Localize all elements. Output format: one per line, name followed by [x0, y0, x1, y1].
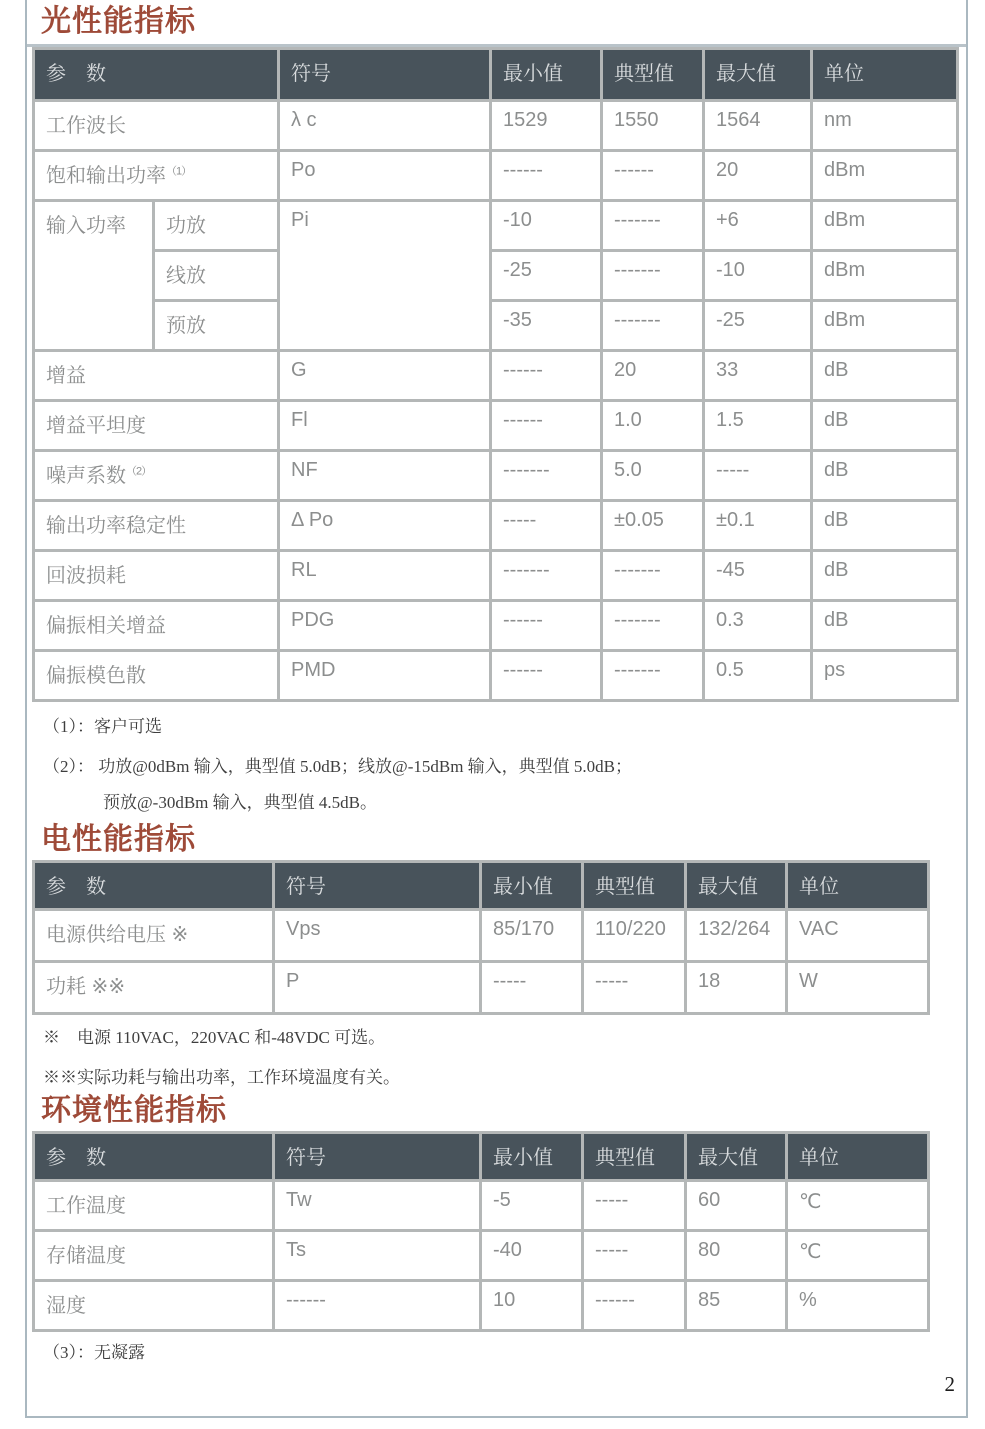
- unit-cell: dB: [812, 401, 958, 451]
- max-cell: 0.3: [704, 601, 812, 651]
- min-cell: -35: [491, 301, 602, 351]
- symbol-cell: PDG: [279, 601, 491, 651]
- electrical-footnote-2: ※※实际功耗与输出功率，工作环境温度有关。: [43, 1068, 400, 1087]
- min-cell: 1529: [491, 101, 602, 151]
- typ-cell: 1550: [602, 101, 704, 151]
- spec-row-return-loss: [34, 551, 958, 601]
- max-cell: -----: [704, 451, 812, 501]
- column-header-typ: 典型值: [583, 1133, 686, 1181]
- param-cell: 偏振模色散: [34, 651, 279, 701]
- max-cell: ±0.1: [704, 501, 812, 551]
- max-cell: -25: [704, 301, 812, 351]
- typ-cell: -----: [583, 1181, 686, 1231]
- column-header-param: 参 数: [34, 49, 279, 101]
- symbol-cell: PMD: [279, 651, 491, 701]
- environmental-spec-table: [32, 1131, 930, 1332]
- symbol-cell: Δ Po: [279, 501, 491, 551]
- column-header-symbol: 符号: [274, 1133, 481, 1181]
- unit-cell: dBm: [812, 251, 958, 301]
- spec-row-gain: [34, 351, 958, 401]
- param-label: 噪声系数: [46, 465, 126, 487]
- unit-cell: VAC: [787, 910, 929, 962]
- spec-row-output-stability: [34, 501, 958, 551]
- unit-cell: %: [787, 1281, 929, 1331]
- unit-cell: ps: [812, 651, 958, 701]
- column-header-unit: 单位: [812, 49, 958, 101]
- max-cell: +6: [704, 201, 812, 251]
- environmental-section-title: 环境性能指标: [41, 1094, 227, 1127]
- column-header-min: 最小值: [481, 862, 583, 910]
- spec-row-noise-figure: [34, 451, 958, 501]
- max-cell: 60: [686, 1181, 787, 1231]
- max-cell: 1.5: [704, 401, 812, 451]
- unit-cell: ℃: [787, 1231, 929, 1281]
- typ-cell: -----: [583, 962, 686, 1014]
- column-header-param: 参 数: [34, 862, 274, 910]
- column-header-max: 最大值: [704, 49, 812, 101]
- min-cell: ------: [491, 401, 602, 451]
- column-header-typ: 典型值: [583, 862, 686, 910]
- max-cell: 0.5: [704, 651, 812, 701]
- typ-cell: 1.0: [602, 401, 704, 451]
- symbol-cell: ------: [274, 1281, 481, 1331]
- typ-cell: 5.0: [602, 451, 704, 501]
- spec-row-power-consumption: [34, 962, 929, 1014]
- unit-cell: W: [787, 962, 929, 1014]
- symbol-cell: NF: [279, 451, 491, 501]
- page-frame: [25, 0, 968, 1418]
- optical-spec-table: [32, 47, 959, 702]
- typ-cell: -------: [602, 251, 704, 301]
- min-cell: -----: [481, 962, 583, 1014]
- electrical-section-title: 电性能指标: [41, 823, 196, 856]
- typ-cell: -----: [583, 1231, 686, 1281]
- column-header-unit: 单位: [787, 1133, 929, 1181]
- column-header-symbol: 符号: [279, 49, 491, 101]
- typ-cell: -------: [602, 301, 704, 351]
- min-cell: 85/170: [481, 910, 583, 962]
- subparam-cell: 预放: [154, 301, 279, 351]
- symbol-cell: Po: [279, 151, 491, 201]
- spec-row-storage-temp: [34, 1231, 929, 1281]
- unit-cell: dBm: [812, 201, 958, 251]
- symbol-cell: Vps: [274, 910, 481, 962]
- unit-cell: dB: [812, 451, 958, 501]
- param-cell: 存储温度: [34, 1231, 274, 1281]
- param-cell: 工作波长: [34, 101, 279, 151]
- unit-cell: nm: [812, 101, 958, 151]
- optical-header-row: [34, 49, 958, 101]
- environmental-footnote-3: （3）：无凝露: [43, 1343, 145, 1362]
- typ-cell: 110/220: [583, 910, 686, 962]
- symbol-cell: RL: [279, 551, 491, 601]
- param-label: 饱和输出功率: [46, 165, 166, 187]
- electrical-header-row: [34, 862, 929, 910]
- column-header-param: 参 数: [34, 1133, 274, 1181]
- unit-cell: dBm: [812, 151, 958, 201]
- param-cell: 回波损耗: [34, 551, 279, 601]
- column-header-typ: 典型值: [602, 49, 704, 101]
- spec-row-input-power-pre: [34, 301, 958, 351]
- column-header-min: 最小值: [481, 1133, 583, 1181]
- unit-cell: dB: [812, 601, 958, 651]
- column-header-min: 最小值: [491, 49, 602, 101]
- footnote-ref-2: （2）: [126, 465, 152, 478]
- electrical-spec-table: [32, 860, 930, 1015]
- environmental-header-row: [34, 1133, 929, 1181]
- symbol-cell: Pi: [279, 201, 491, 351]
- param-cell: 湿度: [34, 1281, 274, 1331]
- spec-row-supply-voltage: [34, 910, 929, 962]
- spec-row-input-power-booster: [34, 201, 958, 251]
- typ-cell: ------: [583, 1281, 686, 1331]
- max-cell: 20: [704, 151, 812, 201]
- param-cell: 电源供给电压 ※: [34, 910, 274, 962]
- max-cell: 132/264: [686, 910, 787, 962]
- symbol-cell: Tw: [274, 1181, 481, 1231]
- typ-cell: 20: [602, 351, 704, 401]
- unit-cell: dB: [812, 351, 958, 401]
- symbol-cell: P: [274, 962, 481, 1014]
- spec-row-humidity: [34, 1281, 929, 1331]
- unit-cell: dB: [812, 551, 958, 601]
- max-cell: 1564: [704, 101, 812, 151]
- max-cell: -10: [704, 251, 812, 301]
- param-cell: [34, 451, 279, 501]
- typ-cell: ------: [602, 151, 704, 201]
- spec-row-gain-flatness: [34, 401, 958, 451]
- min-cell: ------: [491, 351, 602, 401]
- param-cell: 增益平坦度: [34, 401, 279, 451]
- subparam-cell: 功放: [154, 201, 279, 251]
- param-cell: 工作温度: [34, 1181, 274, 1231]
- column-header-unit: 单位: [787, 862, 929, 910]
- max-cell: 85: [686, 1281, 787, 1331]
- min-cell: -40: [481, 1231, 583, 1281]
- unit-cell: dBm: [812, 301, 958, 351]
- column-header-max: 最大值: [686, 862, 787, 910]
- symbol-cell: G: [279, 351, 491, 401]
- subparam-cell: 线放: [154, 251, 279, 301]
- min-cell: -5: [481, 1181, 583, 1231]
- optical-section-title: 光性能指标: [41, 5, 196, 38]
- min-cell: 10: [481, 1281, 583, 1331]
- typ-cell: -------: [602, 551, 704, 601]
- max-cell: -45: [704, 551, 812, 601]
- min-cell: -----: [491, 501, 602, 551]
- page-number: 2: [944, 1372, 955, 1396]
- symbol-cell: Ts: [274, 1231, 481, 1281]
- max-cell: 80: [686, 1231, 787, 1281]
- min-cell: -25: [491, 251, 602, 301]
- param-cell: [34, 151, 279, 201]
- column-header-symbol: 符号: [274, 862, 481, 910]
- spec-row-pmd: [34, 651, 958, 701]
- typ-cell: -------: [602, 201, 704, 251]
- min-cell: ------: [491, 151, 602, 201]
- spec-row-pdg: [34, 601, 958, 651]
- param-cell: 功耗 ※※: [34, 962, 274, 1014]
- optical-footnote-2b: 预放@-30dBm 输入，典型值 4.5dB。: [103, 793, 377, 812]
- optical-footnote-2: （2）： 功放@0dBm 输入，典型值 5.0dB；线放@-15dBm 输入，典型值 5.0dB；: [43, 757, 633, 776]
- unit-cell: ℃: [787, 1181, 929, 1231]
- unit-cell: dB: [812, 501, 958, 551]
- spec-row-wavelength: [34, 101, 958, 151]
- max-cell: 33: [704, 351, 812, 401]
- min-cell: ------: [491, 651, 602, 701]
- max-cell: 18: [686, 962, 787, 1014]
- min-cell: -------: [491, 551, 602, 601]
- typ-cell: -------: [602, 651, 704, 701]
- footnote-ref-1: （1）: [166, 165, 192, 178]
- param-cell: 偏振相关增益: [34, 601, 279, 651]
- param-cell: 增益: [34, 351, 279, 401]
- min-cell: -------: [491, 451, 602, 501]
- min-cell: -10: [491, 201, 602, 251]
- symbol-cell: λ c: [279, 101, 491, 151]
- spec-row-saturation-power: [34, 151, 958, 201]
- spec-row-input-power-line: [34, 251, 958, 301]
- column-header-max: 最大值: [686, 1133, 787, 1181]
- min-cell: ------: [491, 601, 602, 651]
- param-cell: 输出功率稳定性: [34, 501, 279, 551]
- symbol-cell: Fl: [279, 401, 491, 451]
- param-cell-input-power: 输入功率: [34, 201, 154, 351]
- electrical-footnote-1: ※ 电源 110VAC，220VAC 和-48VDC 可选。: [43, 1028, 386, 1047]
- typ-cell: -------: [602, 601, 704, 651]
- typ-cell: ±0.05: [602, 501, 704, 551]
- optical-footnote-1: （1）：客户可选: [43, 717, 162, 736]
- spec-row-operating-temp: [34, 1181, 929, 1231]
